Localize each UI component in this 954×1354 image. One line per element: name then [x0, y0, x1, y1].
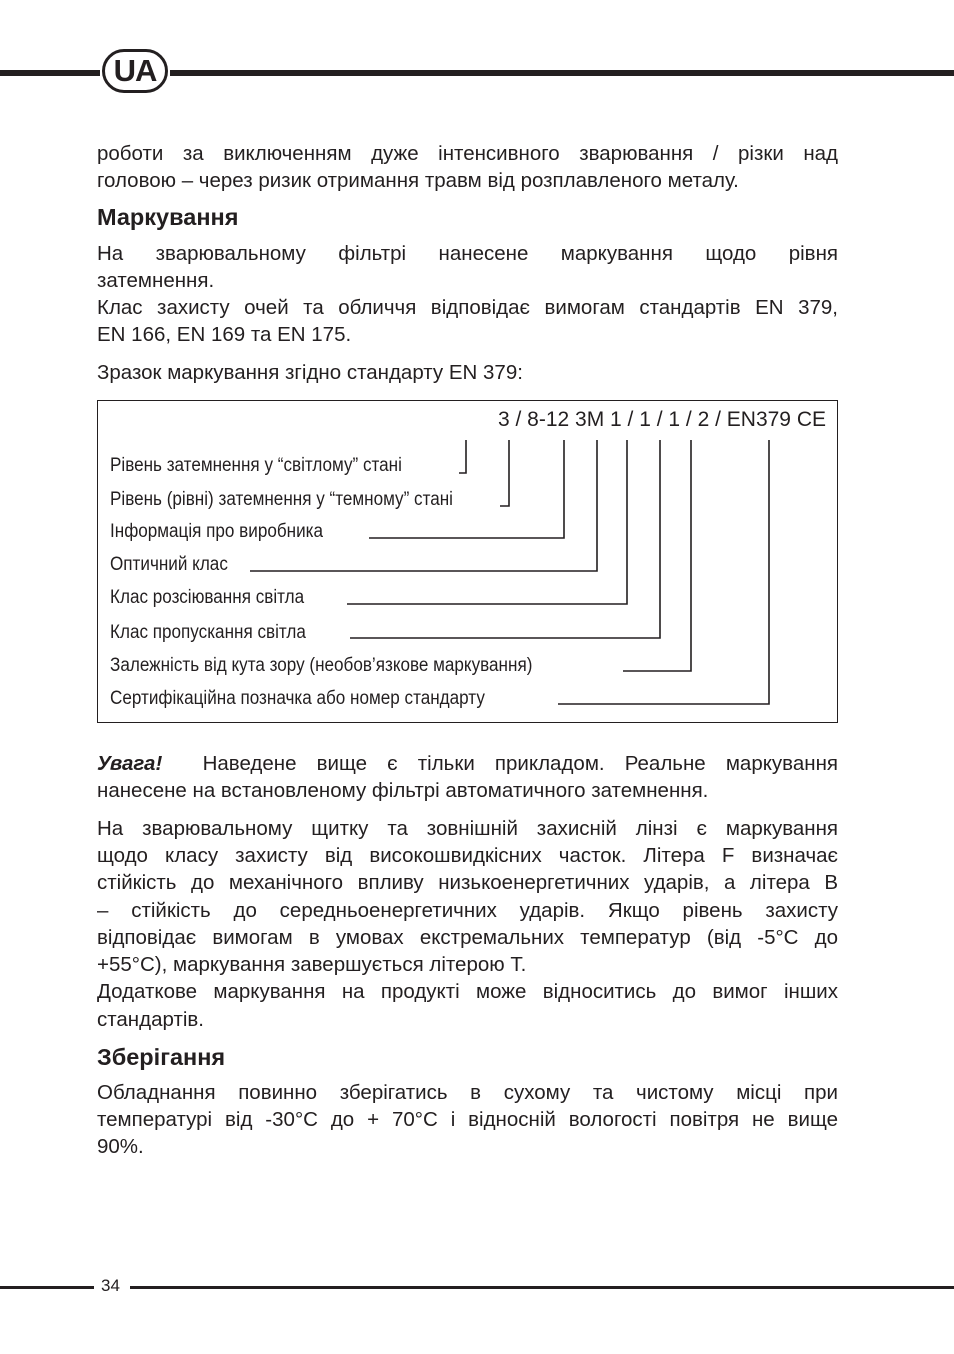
marking-p2-line-1: Клас захисту очей та обличчя відповідає вимогам стандартів EN 379, — [97, 296, 838, 319]
diagram-label-transmission-class: Клас пропускання світла — [110, 622, 306, 643]
leader-line-light-shade — [459, 440, 466, 473]
leader-line-dark-shade — [500, 440, 509, 506]
marking-p2-line-2: EN 166, EN 169 та EN 175. — [97, 323, 352, 346]
leader-line-diffusion-class — [347, 440, 627, 604]
intro-line-1: роботи за виключенням дуже інтенсивного зварювання / різки над — [97, 142, 838, 165]
intro-line-2: головою – через ризик отримання травм від розплавленого металу. — [97, 169, 739, 192]
diagram-label-dark-shade: Рівень (рівні) затемнення у “темному” стані — [110, 489, 453, 510]
leader-line-angle-dependence — [623, 440, 691, 671]
particles-line-1: На зварювальному щитку та зовнішній захисній лінзі є маркування — [97, 817, 838, 840]
marking-p1-line-2: затемнення. — [97, 269, 215, 292]
diagram-label-angle-dependence: Залежність від кута зору (необов’язкове маркування) — [110, 655, 533, 676]
marking-p1-line-1: На зварювальному фільтрі нанесене маркування щодо рівня — [97, 242, 838, 265]
particles-line-5: відповідає вимогам в умовах екстремальних температур (від -5°C до — [97, 926, 838, 949]
marking-heading: Маркування — [97, 204, 239, 230]
footer-rule-right — [130, 1286, 954, 1289]
particles-line-6: +55°C), маркування завершується літерою T. — [97, 953, 527, 976]
particles-line-2: щодо класу захисту від високошвидкісних часток. Літера F визначає — [97, 844, 838, 867]
storage-line-3: 90%. — [97, 1135, 144, 1158]
warning-line-2: нанесене на встановленому фільтрі автоматичного затемнення. — [97, 779, 709, 802]
diagram-label-optical-class: Оптичний клас — [110, 554, 228, 575]
marking-example-intro: Зразок маркування згідно стандарту EN 379: — [97, 361, 523, 384]
storage-heading: Зберігання — [97, 1044, 226, 1070]
diagram-label-light-shade: Рівень затемнення у “світлому” стані — [110, 455, 402, 476]
marking-code: 3 / 8-12 3M 1 / 1 / 1 / 2 / EN379 CE — [497, 408, 826, 431]
particles-line-4: – стійкість до середньоенергетичних ударів. Якщо рівень захисту — [97, 899, 838, 922]
language-badge: UA — [102, 49, 168, 93]
diagram-label-manufacturer: Інформація про виробника — [110, 521, 324, 542]
footer-rule-left — [0, 1286, 94, 1289]
warning-label: Увага! — [97, 752, 163, 775]
diagram-label-diffusion-class: Клас розсіювання світла — [110, 587, 305, 608]
page-number: 34 — [101, 1276, 120, 1295]
leader-line-transmission-class — [350, 440, 660, 638]
particles-line-8: стандартів. — [97, 1008, 204, 1031]
leader-line-certification — [558, 440, 769, 704]
particles-line-7: Додаткове маркування на продукті може відноситись до вимог інших — [97, 980, 838, 1003]
diagram-label-certification: Сертифікаційна позначка або номер стандарту — [110, 688, 485, 709]
storage-line-1: Обладнання повинно зберігатись в сухому та чистому місці при — [97, 1081, 838, 1104]
leader-line-optical-class — [250, 440, 597, 571]
warning-line-1: Увага! Наведене вище є тільки прикладом. Реальне маркування — [97, 752, 838, 775]
storage-line-2: температурі від -30°C до + 70°C і відносній вологості повітря не вище — [97, 1108, 838, 1131]
particles-line-3: стійкість до механічного впливу низькоенергетичних ударів, а літера B — [97, 871, 838, 894]
